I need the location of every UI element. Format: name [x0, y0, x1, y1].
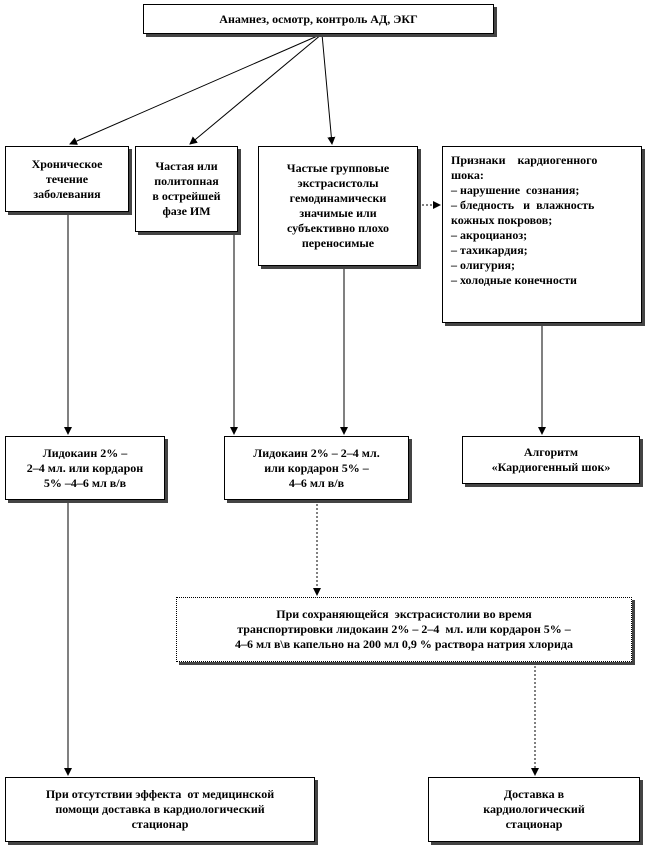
box-no-effect-delivery-line-2: помощи доставка в кардиологический	[55, 802, 265, 816]
box-group-extrasystoles-line-3: гемодинамически	[289, 191, 387, 205]
box-shock-signs-line-9: – холодные конечности	[451, 273, 577, 287]
box-shock-signs-line-5: кожных покровов;	[451, 213, 553, 227]
box-group-extrasystoles	[258, 146, 418, 266]
box-group-extrasystoles-line-1: Частые групповые	[286, 161, 390, 175]
box-group-extrasystoles-line-2: экстрасистолы	[297, 176, 379, 190]
box-lidocaine-left-line-3: 5% –4–6 мл в/в	[43, 475, 127, 490]
box-lidocaine-left-line-1: Лидокаин 2% –	[42, 445, 128, 460]
arrow-top-to-group	[322, 34, 332, 144]
box-history-exam	[143, 4, 494, 34]
box-algorithm-shock-line-2: «Кардиогенный шок»	[491, 460, 611, 474]
box-chronic-course	[5, 146, 129, 212]
box-shock-signs-line-3: – нарушение сознания;	[451, 183, 580, 197]
box-no-effect-delivery-line-1: При отсутствии эффекта от медицинской	[45, 787, 275, 801]
box-frequent-polytopic-line-4: фазе ИМ	[162, 204, 211, 218]
box-chronic-course-line-3: заболевания	[33, 186, 101, 201]
box-algorithm-shock	[462, 436, 640, 484]
box-lidocaine-middle-line-1: Лидокаин 2% – 2–4 мл.	[253, 445, 380, 460]
box-delivery-cardiology	[428, 777, 640, 842]
box-frequent-polytopic-line-3: в острейшей	[152, 189, 221, 203]
box-shock-signs-line-7: – тахикардия;	[451, 243, 528, 257]
box-lidocaine-middle	[224, 436, 409, 500]
box-shock-signs-line-2: шока:	[451, 168, 484, 182]
box-group-extrasystoles-line-5: субъективно плохо	[286, 221, 390, 235]
box-lidocaine-left-line-2: 2–4 мл. или кордарон	[26, 460, 144, 475]
box-group-extrasystoles-line-4: значимые или	[299, 206, 377, 220]
box-frequent-polytopic-line-1: Частая или	[155, 159, 218, 173]
box-delivery-cardiology-line-1: Доставка в	[503, 787, 565, 801]
box-lidocaine-middle-line-3: 4–6 мл в/в	[288, 475, 345, 490]
box-frequent-polytopic-line-2: политопная	[154, 174, 219, 188]
box-algorithm-shock-line-1: Алгоритм	[523, 445, 579, 459]
box-no-effect-delivery	[5, 777, 315, 842]
box-delivery-cardiology-line-2: кардиологический	[483, 802, 585, 816]
box-shock-signs-line-6: – акроцианоз;	[451, 228, 528, 242]
box-transport-infusion-line-2: транспортировки лидокаин 2% – 2–4 мл. или кордарон 5% –	[237, 622, 571, 636]
box-chronic-course-line-1: Хроническое	[31, 156, 103, 171]
box-group-extrasystoles-line-6: переносимые	[301, 236, 375, 250]
box-shock-signs-line-1: Признаки кардиогенного	[451, 153, 598, 167]
box-lidocaine-middle-line-2: или кордарон 5% –	[264, 460, 369, 475]
box-delivery-cardiology-line-3: стационар	[505, 817, 563, 831]
box-no-effect-delivery-line-3: стационар	[131, 817, 189, 831]
box-shock-signs-line-8: – олигурия;	[451, 258, 516, 272]
arrow-top-to-chronic	[70, 34, 322, 144]
box-transport-infusion-line-3: 4–6 мл в\в капельно на 200 мл 0,9 % раствора натрия хлорида	[235, 637, 573, 651]
box-chronic-course-line-2: течение	[45, 171, 89, 186]
box-frequent-polytopic	[135, 146, 238, 232]
box-shock-signs	[442, 146, 642, 323]
arrow-top-to-frequent	[190, 34, 322, 144]
box-transport-infusion	[176, 597, 632, 662]
box-transport-infusion-line-1: При сохраняющейся экстрасистолии во время	[276, 607, 532, 621]
box-lidocaine-left	[5, 436, 165, 500]
box-history-exam-line-1: Анамнез, осмотр, контроль АД, ЭКГ	[219, 11, 418, 26]
box-shock-signs-line-4: – бледность и влажность	[451, 198, 595, 212]
